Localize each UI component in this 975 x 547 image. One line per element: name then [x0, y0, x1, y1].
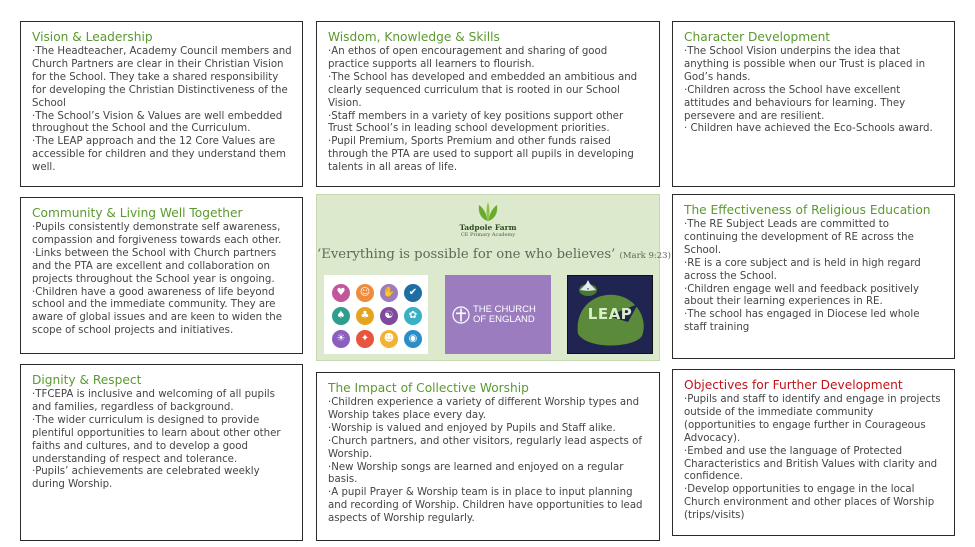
quote-reference: (Mark 9:23)	[619, 251, 671, 261]
card-title: Wisdom, Knowledge & Skills	[328, 30, 500, 44]
character-development-card	[672, 21, 955, 187]
value-compassion-icon: ✦	[356, 330, 374, 348]
school-vision-panel	[316, 194, 671, 361]
list-item: ·Worship is valued and enjoyed by Pupils and Staff alike.	[328, 422, 616, 434]
school-subtitle: CE Primary Academy	[460, 232, 516, 238]
list-item: ·The RE Subject Leads are committed to continuing the development of RE across the School.	[684, 219, 914, 256]
card-title: Community & Living Well Together	[32, 206, 243, 220]
value-trust-icon: ✔	[404, 284, 422, 302]
list-item: ·TFCEPA is inclusive and welcoming of all pupils and families, regardless of background.	[32, 389, 275, 413]
list-item: ·New Worship songs are learned and enjoyed on a regular basis.	[328, 461, 624, 486]
card-title: Vision & Leadership	[32, 30, 153, 44]
list-item: ·Children experience a variety of different Worship types and Worship takes place every day.	[328, 397, 640, 421]
list-item: ·Pupil Premium, Sports Premium and other funds raised through the PTA are used to support all pupils in developing talents in all areas of life.	[328, 136, 634, 174]
school-name: Tadpole Farm	[459, 223, 517, 232]
card-title: The Effectiveness of Religious Education	[684, 203, 931, 217]
list-item: ·Embed and use the language of Protected Characteristics and British Values with clarity and confidence.	[684, 445, 938, 483]
value-joy-icon: ☺	[356, 284, 374, 302]
value-courage-icon: ✿	[404, 307, 422, 325]
list-item: ·RE is a core subject and is held in high regard across the School.	[684, 257, 921, 282]
value-thankfulness-icon: ☀	[332, 330, 350, 348]
value-hope-icon: ♠	[332, 307, 350, 325]
list-item: · Children have achieved the Eco-Schools award.	[684, 123, 933, 135]
list-item: ·Church partners, and other visitors, regularly lead aspects of Worship.	[328, 435, 642, 460]
list-item: ·An ethos of open encouragement and sharing of good practice supports all learners to flourish.	[328, 46, 608, 70]
list-item: ·Develop opportunities to engage in the local Church environment and other places of Worship (trips/visits)	[684, 484, 935, 522]
value-friendship-icon: ♣	[356, 307, 374, 325]
leap-logo	[567, 275, 653, 354]
coe-line-2: OF ENGLAND	[473, 314, 535, 325]
value-kindness-icon: ☻	[380, 330, 398, 348]
collective-worship-card	[316, 372, 660, 541]
list-item: ·The School has developed and embedded an ambitious and clearly sequenced curriculum that is rooted in our School Vision.	[328, 71, 638, 109]
card-title: Character Development	[684, 30, 831, 44]
list-item: ·Links between the School with Church partners and the PTA are excellent and collaboration on projects throughout the School year is ongoing.	[32, 247, 277, 285]
list-item: ·Pupils consistently demonstrate self awareness, compassion and forgiveness towards each other.	[32, 222, 282, 246]
tadpole-leaf-icon	[475, 201, 501, 223]
objectives-card	[672, 369, 955, 536]
value-love-icon: ♥	[332, 284, 350, 302]
list-item: ·Pupils’ achievements are celebrated weekly during Worship.	[32, 466, 260, 491]
list-item: ·Children across the School have excellent attitudes and behaviours for learning. They persevere and are resilient.	[684, 84, 906, 122]
value-respect-icon: ☯	[380, 307, 398, 325]
vision-quote	[317, 247, 671, 262]
list-item: ·Pupils and staff to identify and engage in projects outside of the immediate community (opportunities to engage further in Courageous Advocacy).	[684, 394, 941, 444]
value-peace-icon: ✋	[380, 284, 398, 302]
list-item: ·Children engage well and feedback positively about their learning experiences in RE.	[684, 283, 920, 308]
list-item: ·The school has engaged in Diocese led whole staff training	[684, 309, 920, 334]
list-item: ·Children have a good awareness of life beyond school and the immediate community. They are aware of global issues and are keen to widen the scope of school projects and initiatives.	[32, 286, 283, 337]
list-item: ·Staff members in a variety of key positions support other Trust School’s in leading school development priorities.	[328, 110, 624, 135]
list-item: ·The School’s Vision & Values are well embedded throughout the School and the Curriculum.	[32, 110, 283, 135]
list-item: ·The School Vision underpins the idea that anything is possible when our Trust is placed in God’s hands.	[684, 46, 926, 83]
vision-leadership-card	[20, 21, 303, 187]
list-item: ·The wider curriculum is designed to provide plentiful opportunities to learn about other other faiths and cultures, and to develop a good understanding of respect and tolerance.	[32, 414, 281, 465]
list-item: ·The LEAP approach and the 12 Core Values are accessible for children and they understand them well.	[32, 136, 286, 174]
card-title: Dignity & Respect	[32, 373, 142, 387]
list-item: ·A pupil Prayer & Worship team is in place to input planning and recording of Worship. Children have opportunities to lead aspects of Worship regularly.	[328, 487, 643, 525]
core-values-icons	[324, 275, 428, 354]
quote-text: ‘Everything is possible for one who believes’	[317, 247, 616, 262]
card-title: Objectives for Further Development	[684, 378, 903, 392]
card-title: The Impact of Collective Worship	[328, 381, 529, 395]
coe-line-1: THE CHURCH	[473, 304, 536, 315]
value-forgiveness-icon: ◉	[404, 330, 422, 348]
church-cross-icon	[451, 305, 471, 325]
religious-education-card	[672, 194, 955, 359]
church-of-england-logo	[445, 275, 551, 354]
wisdom-knowledge-card	[316, 21, 660, 187]
community-card	[20, 197, 303, 354]
list-item: ·The Headteacher, Academy Council members and Church Partners are clear in their Christian Vision for the School. They take a shared responsibility for developing the Christian Distinctiveness of the School	[32, 46, 292, 109]
leap-label: LEAP	[587, 305, 633, 323]
dignity-respect-card	[20, 364, 303, 541]
school-logo	[317, 201, 659, 238]
